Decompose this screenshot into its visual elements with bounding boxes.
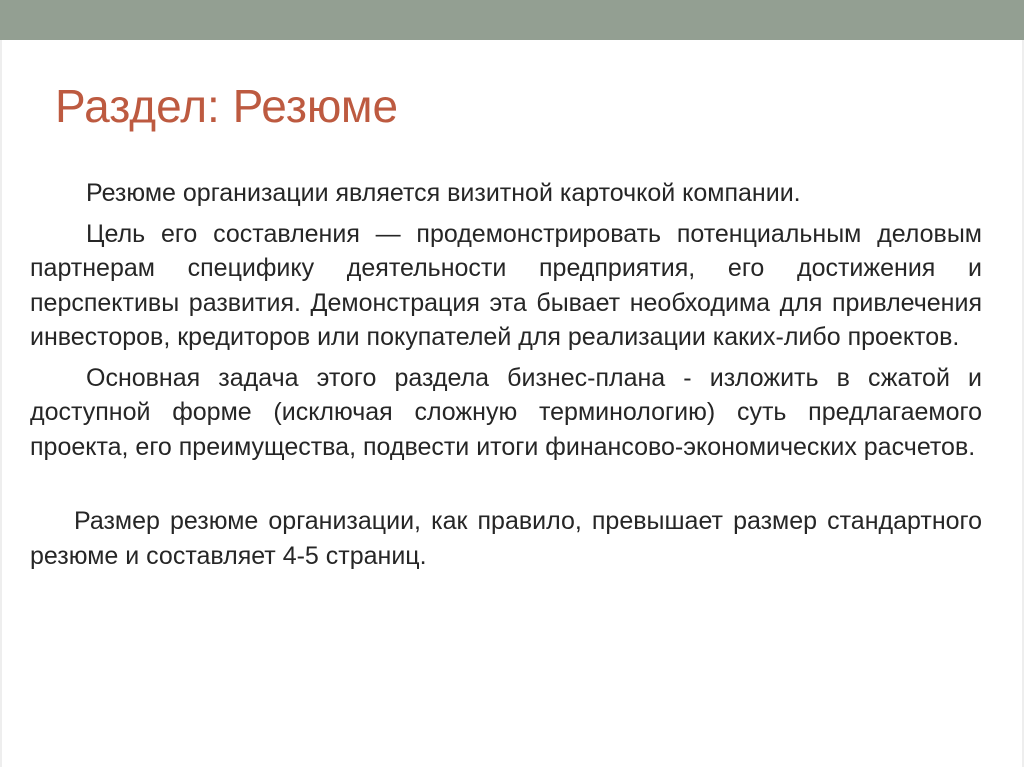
paragraph-intro: Резюме организации является визитной карточкой компании. [86,179,801,207]
slide-body [30,176,982,573]
slide-title: Раздел: Резюме [55,80,399,132]
paragraph-purpose: Цель его составления — продемонстрировать потенциальным деловым партнерам специфику деятельности предприятия, его достижения и перспективы развития. Демонстрация эта бывает необходима для привлечения инвесторов, кредиторов или покупателей для реализации каких-либо проектов. [30,219,982,351]
top-accent-bar [0,0,1024,40]
paragraph-size: Размер резюме организации, как правило, превышает размер стандартного резюме и составляет 4-5 страниц. [30,507,982,570]
left-border [0,40,2,767]
paragraph-main-task: Основная задача этого раздела бизнес-плана - изложить в сжатой и доступной форме (исключая сложную терминологию) суть предлагаемого проекта, его преимущества, подвести итоги финансово-экономических расчетов. [30,363,982,461]
